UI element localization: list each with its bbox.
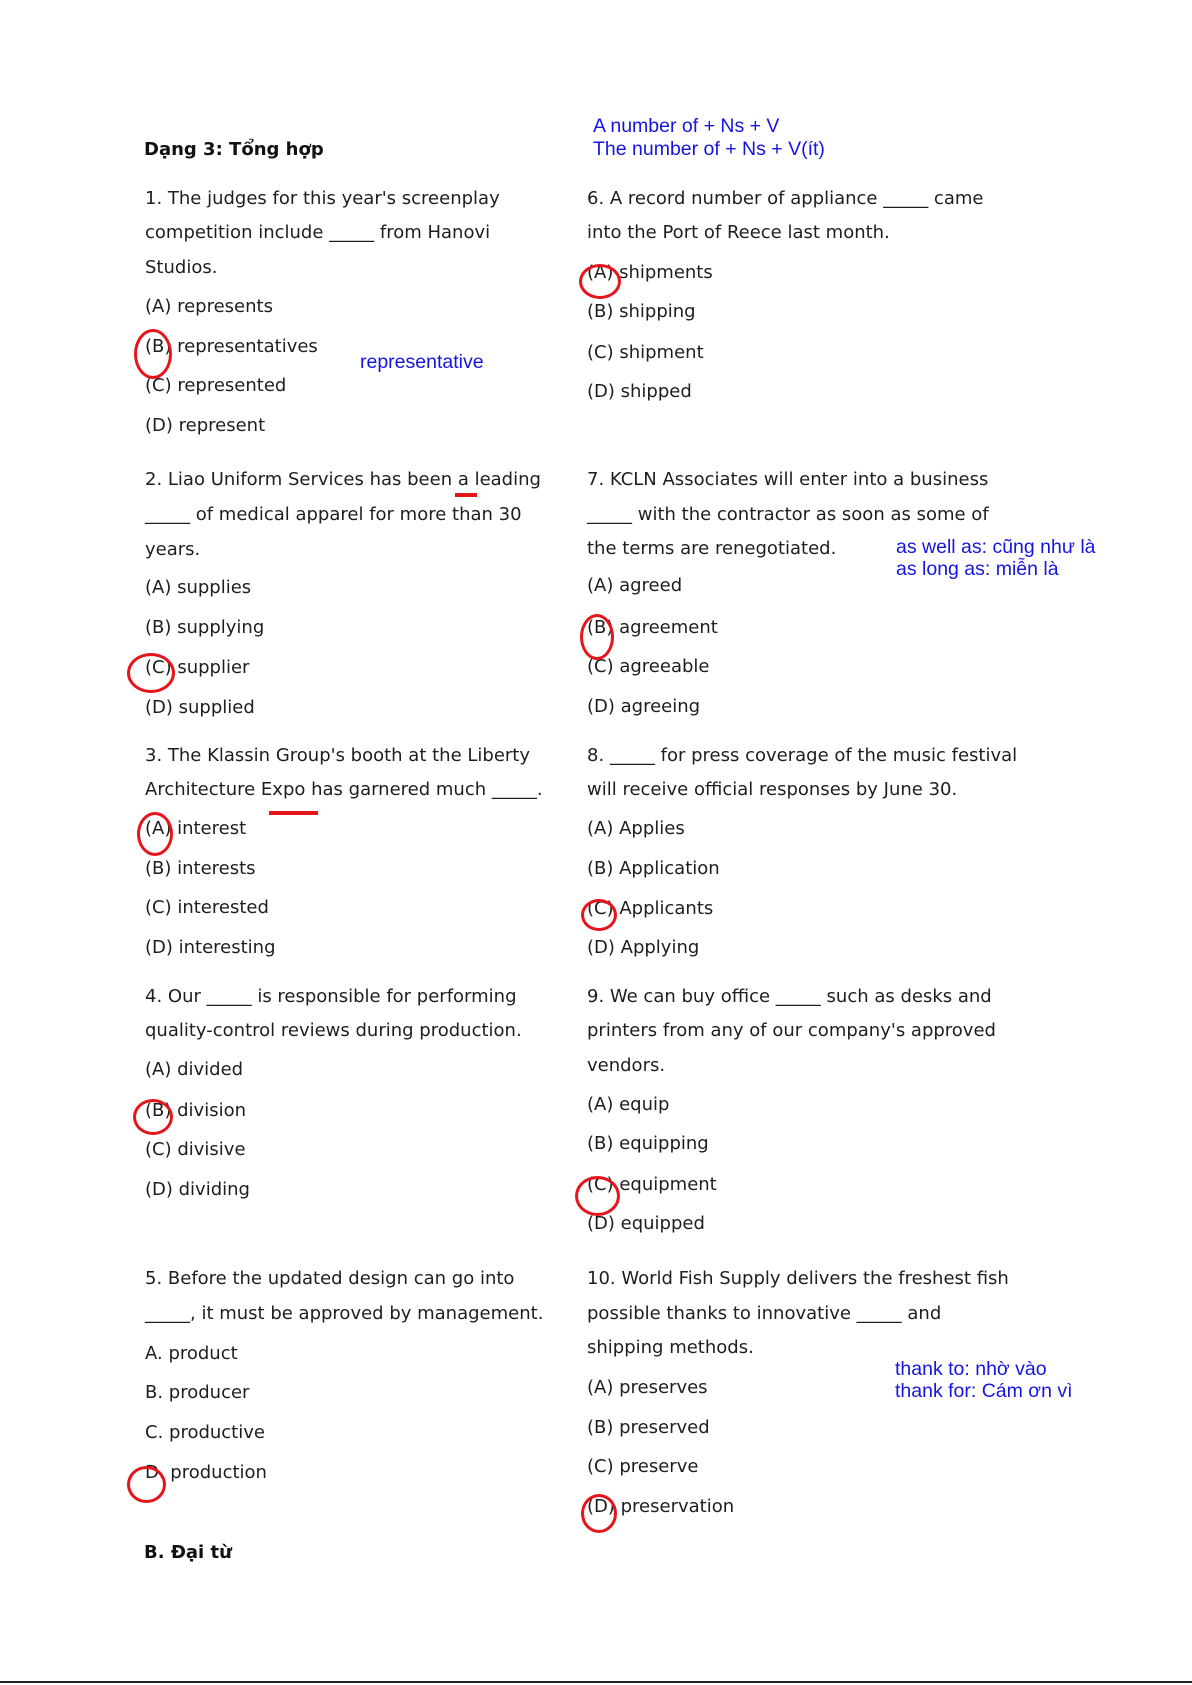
q1-stem-line-3: Studios. [145, 257, 218, 278]
q4-option-c[interactable]: (C) divisive [145, 1139, 246, 1160]
note-number-rule-2: The number of + Ns + V(ít) [593, 138, 825, 160]
note-number-rule-1: A number of + Ns + V [593, 115, 780, 137]
q3-option-a[interactable]: (A) interest [145, 818, 247, 839]
q7-stem-line-3: the terms are renegotiated. [587, 538, 837, 559]
q7-option-b[interactable]: (B) agreement [587, 617, 718, 638]
q9-stem-line-2: printers from any of our company's approved [587, 1020, 996, 1041]
q5-option-c[interactable]: C. productive [145, 1422, 265, 1443]
q2-option-a[interactable]: (A) supplies [145, 577, 252, 598]
q5-stem-line-2: _____, it must be approved by management. [145, 1303, 544, 1324]
q10-option-a[interactable]: (A) preserves [587, 1377, 708, 1398]
q8-stem-line-2: will receive official responses by June 30. [587, 779, 958, 800]
q10-option-b[interactable]: (B) preserved [587, 1417, 710, 1438]
q7-stem-line-1: 7. KCLN Associates will enter into a business [587, 469, 989, 490]
note-q10-line-1: thank to: nhờ vào [895, 1358, 1047, 1380]
answer-circle-q8 [581, 899, 617, 931]
answer-circle-q4 [133, 1099, 173, 1135]
q6-option-c[interactable]: (C) shipment [587, 342, 704, 363]
q3-stem-line-2: Architecture Expo has garnered much _____. [145, 779, 543, 800]
q9-option-d[interactable]: (D) equipped [587, 1213, 705, 1234]
q6-stem-line-1: 6. A record number of appliance _____ came [587, 188, 984, 209]
q6-option-b[interactable]: (B) shipping [587, 301, 696, 322]
q2-option-c[interactable]: (C) supplier [145, 657, 250, 678]
q6-option-d[interactable]: (D) shipped [587, 381, 692, 402]
note-q7-line-2: as long as: miễn là [896, 558, 1059, 580]
underline-mark-q3 [269, 811, 318, 815]
underline-mark-q2 [455, 493, 477, 497]
q1-option-b[interactable]: (B) representatives [145, 336, 318, 357]
q7-stem-line-2: _____ with the contractor as soon as some of [587, 504, 989, 525]
q10-option-d[interactable]: (D) preservation [587, 1496, 735, 1517]
q4-option-a[interactable]: (A) divided [145, 1059, 244, 1080]
note-q1: representative [360, 351, 484, 373]
page-bottom-rule [0, 1681, 1192, 1683]
q5-option-a[interactable]: A. product [145, 1343, 238, 1364]
q9-option-a[interactable]: (A) equip [587, 1094, 670, 1115]
q8-stem-line-1: 8. _____ for press coverage of the music festival [587, 745, 1018, 766]
q2-option-d[interactable]: (D) supplied [145, 697, 255, 718]
note-q7-line-1: as well as: cũng như là [896, 536, 1096, 558]
q2-stem-line-2: _____ of medical apparel for more than 30 [145, 504, 522, 525]
q4-option-b[interactable]: (B) division [145, 1100, 246, 1121]
q3-option-c[interactable]: (C) interested [145, 897, 269, 918]
q1-option-a[interactable]: (A) represents [145, 296, 273, 317]
q10-stem-line-3: shipping methods. [587, 1337, 754, 1358]
q8-option-c[interactable]: (C) Applicants [587, 898, 714, 919]
answer-circle-q9 [575, 1176, 620, 1216]
answer-circle-q10 [581, 1494, 617, 1533]
q7-option-c[interactable]: (C) agreeable [587, 656, 710, 677]
q10-stem-line-1: 10. World Fish Supply delivers the freshest fish [587, 1268, 1009, 1289]
answer-circle-q7 [580, 614, 614, 660]
q8-option-d[interactable]: (D) Applying [587, 937, 700, 958]
q2-option-b[interactable]: (B) supplying [145, 617, 265, 638]
q3-option-d[interactable]: (D) interesting [145, 937, 276, 958]
answer-circle-q1 [134, 329, 172, 379]
q2-stem-line-1: 2. Liao Uniform Services has been a leading [145, 469, 541, 490]
q9-stem-line-3: vendors. [587, 1055, 666, 1076]
q8-option-a[interactable]: (A) Applies [587, 818, 685, 839]
answer-circle-q3 [137, 812, 173, 856]
q3-option-b[interactable]: (B) interests [145, 858, 256, 879]
q5-stem-line-1: 5. Before the updated design can go into [145, 1268, 515, 1289]
q5-option-b[interactable]: B. producer [145, 1382, 250, 1403]
q7-option-d[interactable]: (D) agreeing [587, 696, 701, 717]
q10-option-c[interactable]: (C) preserve [587, 1456, 699, 1477]
answer-circle-q5 [127, 1466, 166, 1503]
q8-option-b[interactable]: (B) Application [587, 858, 720, 879]
q1-option-c[interactable]: (C) represented [145, 375, 287, 396]
q9-option-b[interactable]: (B) equipping [587, 1133, 709, 1154]
answer-circle-q6 [579, 264, 621, 299]
q5-option-d[interactable]: D. production [145, 1462, 267, 1483]
q4-option-d[interactable]: (D) dividing [145, 1179, 250, 1200]
q6-stem-line-2: into the Port of Reece last month. [587, 222, 890, 243]
q6-option-a[interactable]: (A) shipments [587, 262, 713, 283]
q1-stem-line-2: competition include _____ from Hanovi [145, 222, 491, 243]
q9-stem-line-1: 9. We can buy office _____ such as desks and [587, 986, 992, 1007]
q1-option-d[interactable]: (D) represent [145, 415, 266, 436]
note-q10-line-2: thank for: Cám ơn vì [895, 1380, 1073, 1402]
footer-heading: B. Đại từ [144, 1542, 232, 1563]
q3-stem-line-1: 3. The Klassin Group's booth at the Liberty [145, 745, 531, 766]
answer-circle-q2 [127, 653, 175, 693]
section-heading: Dạng 3: Tổng hợp [144, 139, 324, 160]
q4-stem-line-1: 4. Our _____ is responsible for performing [145, 986, 517, 1007]
q1-stem-line-1: 1. The judges for this year's screenplay [145, 188, 500, 209]
q10-stem-line-2: possible thanks to innovative _____ and [587, 1303, 942, 1324]
q2-stem-line-3: years. [145, 539, 201, 560]
q9-option-c[interactable]: (C) equipment [587, 1174, 717, 1195]
q4-stem-line-2: quality-control reviews during production. [145, 1020, 522, 1041]
q7-option-a[interactable]: (A) agreed [587, 575, 683, 596]
